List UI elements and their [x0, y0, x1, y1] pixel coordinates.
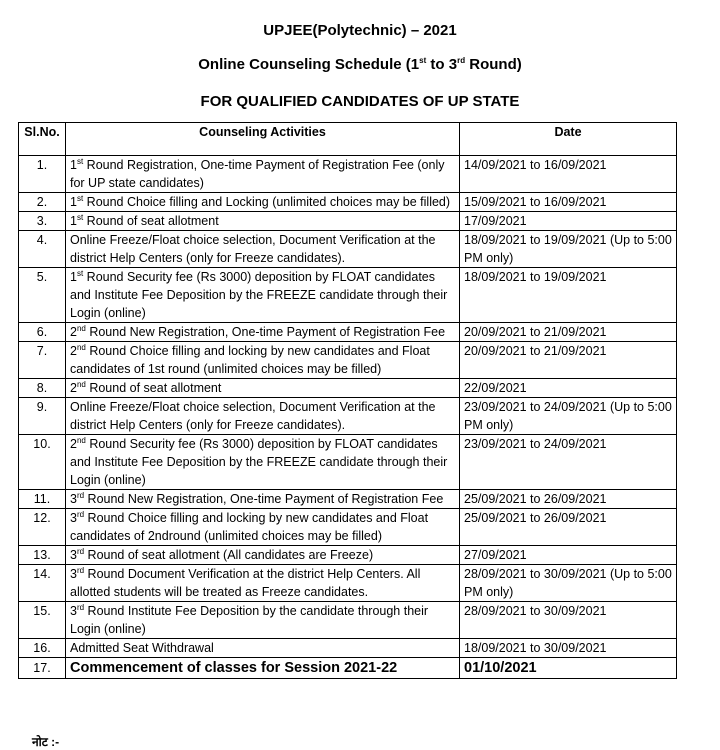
activity-text: Round Choice filling and Locking (unlimited choices may be filled) [83, 195, 451, 209]
round-ordinal-suffix: st [76, 193, 84, 203]
row-activity [66, 398, 460, 435]
row-date: 23/09/2021 to 24/09/2021 (Up to 5:00 PM only) [460, 398, 677, 435]
table-row [19, 658, 677, 679]
activity-text: Commencement of classes for Session 2021-22 [70, 660, 398, 676]
row-activity [66, 658, 460, 679]
row-activity [66, 379, 460, 398]
note-fragment: नोट :- [32, 735, 60, 749]
row-sl-number: 14. [19, 565, 66, 602]
round-ordinal-suffix: nd [76, 435, 86, 445]
activity-text: Round Document Verification at the district Help Centers. All allotted students will be treated as Freeze candidates. [70, 567, 421, 599]
round-ordinal: 2 [70, 381, 77, 395]
round-ordinal: 1 [70, 214, 77, 228]
round-ordinal-suffix: rd [76, 546, 85, 556]
row-date: 20/09/2021 to 21/09/2021 [460, 323, 677, 342]
row-date: 14/09/2021 to 16/09/2021 [460, 156, 677, 193]
activity-text: Round Security fee (Rs 3000) deposition by FLOAT candidates and Institute Fee Deposition by the FREEZE candidate through their Login (online) [70, 437, 448, 487]
activity-text: Round of seat allotment [83, 214, 219, 228]
table-row [19, 565, 677, 602]
row-date: 27/09/2021 [460, 546, 677, 565]
row-sl-number: 9. [19, 398, 66, 435]
activity-text: Round Choice filling and locking by new candidates and Float candidates of 1st round (unlimited choices may be filled) [70, 344, 430, 376]
table-row [19, 602, 677, 639]
table-row [19, 323, 677, 342]
round-ordinal: 1 [70, 270, 77, 284]
table-row [19, 398, 677, 435]
round-ordinal: 1 [70, 158, 77, 172]
row-sl-number: 17. [19, 658, 66, 679]
row-date: 20/09/2021 to 21/09/2021 [460, 342, 677, 379]
activity-text: Online Freeze/Float choice selection, Document Verification at the district Help Centers (only for Freeze candidates). [70, 233, 436, 265]
activity-text: Round New Registration, One-time Payment of Registration Fee [85, 325, 446, 339]
table-row [19, 639, 677, 658]
round-ordinal: 3 [70, 511, 77, 525]
row-date: 18/09/2021 to 30/09/2021 [460, 639, 677, 658]
round-ordinal-suffix: nd [76, 323, 86, 333]
row-date: 25/09/2021 to 26/09/2021 [460, 509, 677, 546]
activity-text: Online Freeze/Float choice selection, Document Verification at the district Help Centers (only for Freeze candidates). [70, 400, 436, 432]
row-sl-number: 12. [19, 509, 66, 546]
row-sl-number: 3. [19, 212, 66, 231]
table-row [19, 156, 677, 193]
row-activity [66, 546, 460, 565]
col-header-sl: Sl.No. [19, 123, 66, 156]
row-sl-number: 10. [19, 435, 66, 490]
schedule-subtitle: Online Counseling Schedule (1st to 3rd Round) [198, 56, 522, 73]
row-date: 18/09/2021 to 19/09/2021 (Up to 5:00 PM only) [460, 231, 677, 268]
table-body [19, 156, 677, 679]
row-activity [66, 565, 460, 602]
page-title: UPJEE(Polytechnic) – 2021 [263, 22, 457, 39]
row-sl-number: 15. [19, 602, 66, 639]
row-sl-number: 8. [19, 379, 66, 398]
activity-text: Round Security fee (Rs 3000) deposition by FLOAT candidates and Institute Fee Deposition by the FREEZE candidate through their Login (online) [70, 270, 448, 320]
row-date: 25/09/2021 to 26/09/2021 [460, 490, 677, 509]
row-activity [66, 212, 460, 231]
round-ordinal: 2 [70, 344, 77, 358]
table-row [19, 193, 677, 212]
row-activity [66, 231, 460, 268]
round-ordinal-suffix: st [76, 268, 84, 278]
round-ordinal: 3 [70, 492, 77, 506]
round-ordinal-suffix: st [76, 212, 84, 222]
activity-text: Round Choice filling and locking by new candidates and Float candidates of 2ndround (unlimited choices may be filled) [70, 511, 429, 543]
row-date: 18/09/2021 to 19/09/2021 [460, 268, 677, 323]
row-date: 15/09/2021 to 16/09/2021 [460, 193, 677, 212]
round-ordinal-suffix: rd [76, 509, 85, 519]
row-sl-number: 5. [19, 268, 66, 323]
row-sl-number: 4. [19, 231, 66, 268]
round-ordinal: 3 [70, 604, 77, 618]
row-sl-number: 13. [19, 546, 66, 565]
round-ordinal-suffix: rd [76, 565, 85, 575]
row-sl-number: 2. [19, 193, 66, 212]
row-activity [66, 156, 460, 193]
schedule-table [18, 122, 677, 679]
activity-text: Round of seat allotment [85, 381, 222, 395]
row-date: 28/09/2021 to 30/09/2021 (Up to 5:00 PM only) [460, 565, 677, 602]
round-ordinal-suffix: rd [76, 602, 85, 612]
row-sl-number: 16. [19, 639, 66, 658]
row-date: 17/09/2021 [460, 212, 677, 231]
round-ordinal-suffix: nd [76, 379, 86, 389]
activity-text: Admitted Seat Withdrawal [70, 641, 214, 655]
round-ordinal-suffix: st [76, 156, 84, 166]
row-date: 28/09/2021 to 30/09/2021 [460, 602, 677, 639]
row-sl-number: 11. [19, 490, 66, 509]
table-header-row [19, 123, 677, 156]
round-ordinal-suffix: rd [76, 490, 85, 500]
row-activity [66, 268, 460, 323]
round-ordinal: 3 [70, 567, 77, 581]
round-ordinal: 2 [70, 437, 77, 451]
table-row [19, 342, 677, 379]
activity-text: Round Institute Fee Deposition by the candidate through their Login (online) [70, 604, 429, 636]
row-sl-number: 7. [19, 342, 66, 379]
row-activity [66, 602, 460, 639]
col-header-date: Date [460, 123, 677, 156]
audience-heading: FOR QUALIFIED CANDIDATES OF UP STATE [200, 93, 520, 110]
activity-text: Round Registration, One-time Payment of Registration Fee (only for UP state candidates) [70, 158, 445, 190]
round-ordinal: 1 [70, 195, 77, 209]
row-date: 01/10/2021 [460, 658, 677, 679]
table-row [19, 490, 677, 509]
table-row [19, 231, 677, 268]
row-date: 22/09/2021 [460, 379, 677, 398]
table-row [19, 212, 677, 231]
table-row [19, 546, 677, 565]
row-sl-number: 1. [19, 156, 66, 193]
row-activity [66, 323, 460, 342]
table-row [19, 435, 677, 490]
table-row [19, 379, 677, 398]
row-activity [66, 490, 460, 509]
row-activity [66, 509, 460, 546]
row-sl-number: 6. [19, 323, 66, 342]
row-activity [66, 342, 460, 379]
round-ordinal: 2 [70, 325, 77, 339]
row-activity [66, 639, 460, 658]
round-ordinal-suffix: nd [76, 342, 86, 352]
activity-text: Round of seat allotment (All candidates are Freeze) [84, 548, 374, 562]
row-date: 23/09/2021 to 24/09/2021 [460, 435, 677, 490]
col-header-activity: Counseling Activities [66, 123, 460, 156]
table-row [19, 268, 677, 323]
row-activity [66, 193, 460, 212]
round-ordinal: 3 [70, 548, 77, 562]
table-row [19, 509, 677, 546]
activity-text: Round New Registration, One-time Payment of Registration Fee [84, 492, 444, 506]
row-activity [66, 435, 460, 490]
